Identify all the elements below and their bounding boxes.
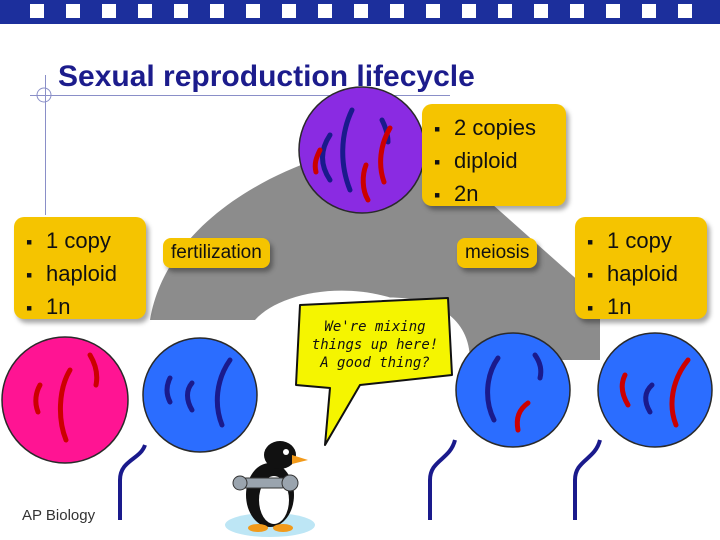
diploid-info-box [422,104,566,206]
info-item: ▪ 1 copy [587,225,695,258]
penguin-icon [225,441,315,537]
info-item: ▪ 1n [26,291,134,324]
speech-line: A good thing? [320,355,430,371]
diploid-cell [299,87,425,213]
sperm-cell-left [120,338,257,520]
haploid-info-box-left [14,217,146,319]
page-title: Sexual reproduction lifecycle [58,60,475,93]
haploid-info-box-right [575,217,707,319]
info-item: ▪ 1n [587,291,695,324]
info-item: ▪ haploid [587,258,695,291]
info-item: ▪ 2n [434,178,554,211]
info-item: ▪ 1 copy [26,225,134,258]
meiosis-label: meiosis [457,238,537,268]
speech-bubble-text [290,318,460,372]
info-item: ▪ haploid [26,258,134,291]
egg-cell [2,337,128,463]
fertilization-label: fertilization [163,238,270,268]
speech-line: things up here! [311,337,439,353]
speech-line: We're mixing [324,319,426,335]
footer-label: AP Biology [22,507,96,524]
sperm-cell-right [575,333,712,520]
info-item: ▪ 2 copies [434,112,554,145]
info-item: ▪ diploid [434,145,554,178]
